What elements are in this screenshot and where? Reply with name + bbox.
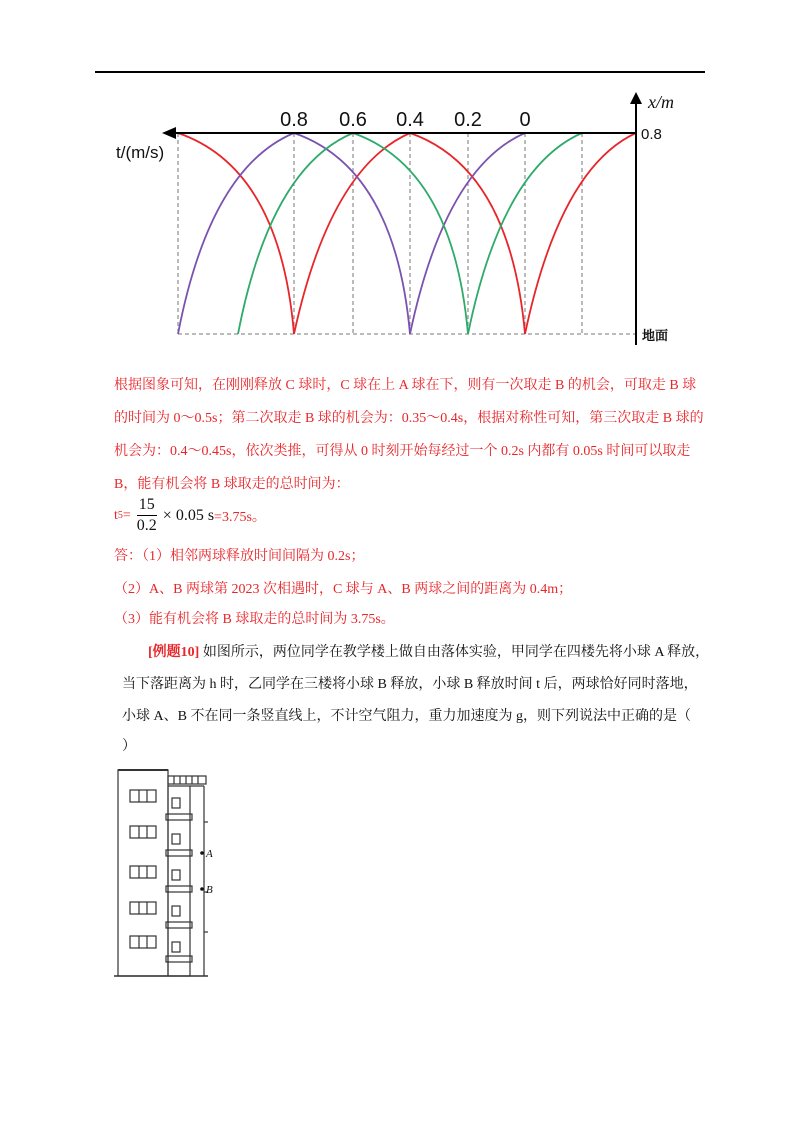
top-tick-label: 0.2: [454, 109, 482, 131]
formula-result: =3.75s。: [214, 509, 266, 525]
balcony: [166, 886, 192, 892]
top-tick-label: 0.4: [396, 109, 424, 131]
building-figure: [112, 762, 224, 980]
right-tick-label: 0.8: [641, 126, 662, 143]
balcony: [166, 814, 192, 820]
balcony: [166, 956, 192, 962]
solution-line: 根据图象可知，在刚刚释放 C 球时，C 球在上 A 球在下，则有一次取走 B 的机会，可取走 B 球: [114, 378, 697, 393]
window: [130, 902, 156, 914]
example-line-4: ）: [122, 739, 136, 754]
balcony: [166, 850, 192, 856]
top-tick-label: 0: [519, 109, 531, 131]
solution-line: 机会为：0.4～0.45s，依次类推，可得从 0 时刻开始每经过一个 0.2s 内都有 0.05s 时间可以取走: [114, 444, 691, 459]
purple-curves: [178, 133, 525, 334]
ball-a: [200, 851, 204, 855]
t-axis-label: t/(m/s): [116, 143, 165, 162]
ball-b-label: B: [206, 884, 213, 896]
windows: [130, 790, 156, 948]
answer-line: （3）能有机会将 B 球取走的总时间为 3.75s。: [114, 612, 395, 627]
example-line-1: [148, 644, 709, 662]
green-curve: [238, 133, 353, 334]
formula-numerator: 15: [137, 496, 157, 516]
window: [130, 790, 156, 802]
header-rule: [95, 71, 705, 73]
formula-denominator: 0.2: [136, 517, 157, 534]
example-line-3: 小球 A、B 不在同一条竖直线上，不计空气阻力，重力加速度为 g，则下列说法中正确的是（: [122, 709, 691, 724]
balcony: [166, 922, 192, 928]
ball-b: [200, 887, 204, 891]
formula-fraction: [135, 496, 159, 535]
answer-line: （2）A、B 两球第 2023 次相遇时，C 球与 A、B 两球之间的距离为 0.4m；: [114, 582, 573, 597]
balconies: [166, 798, 192, 962]
example-line-2: 当下落距离为 h 时，乙同学在三楼将小球 B 释放，小球 B 释放时间 t 后，两球恰好同时落地，: [122, 677, 698, 692]
t-axis-arrow: [162, 127, 176, 139]
top-tick-label: 0.6: [339, 109, 367, 131]
red-curve: [178, 133, 294, 334]
ball-a-label: A: [206, 848, 213, 860]
answer-line: 答：（1）相邻两球释放时间间隔为 0.2s；: [114, 549, 365, 564]
total-time-formula: [114, 496, 266, 535]
purple-curve: [178, 133, 294, 334]
ground-label: 地面: [642, 329, 669, 344]
formula-lhs: t: [114, 507, 118, 523]
x-axis-label: x/m: [648, 92, 674, 112]
window: [130, 826, 156, 838]
window: [130, 866, 156, 878]
solution-line: B，能有机会将 B 球取走的总时间为：: [114, 477, 350, 492]
position-time-figure: [110, 88, 700, 358]
formula-rest: × 0.05 s: [162, 506, 215, 524]
building-main: [118, 770, 168, 976]
top-tick-label: 0.8: [280, 109, 308, 131]
solution-line: 的时间为 0～0.5s；第二次取走 B 球的机会为：0.35～0.4s，根据对称性可知，第三次取走 B 球的: [114, 411, 704, 426]
formula-subscript: 5: [117, 510, 123, 521]
formula-equals: =: [122, 507, 131, 523]
example-text: 如图所示，两位同学在教学楼上做自由落体实验，甲同学在四楼先将小球 A 释放，: [199, 645, 710, 660]
example-tag: [例题10]: [148, 645, 200, 660]
window: [130, 936, 156, 948]
x-axis-arrow: [630, 92, 642, 104]
